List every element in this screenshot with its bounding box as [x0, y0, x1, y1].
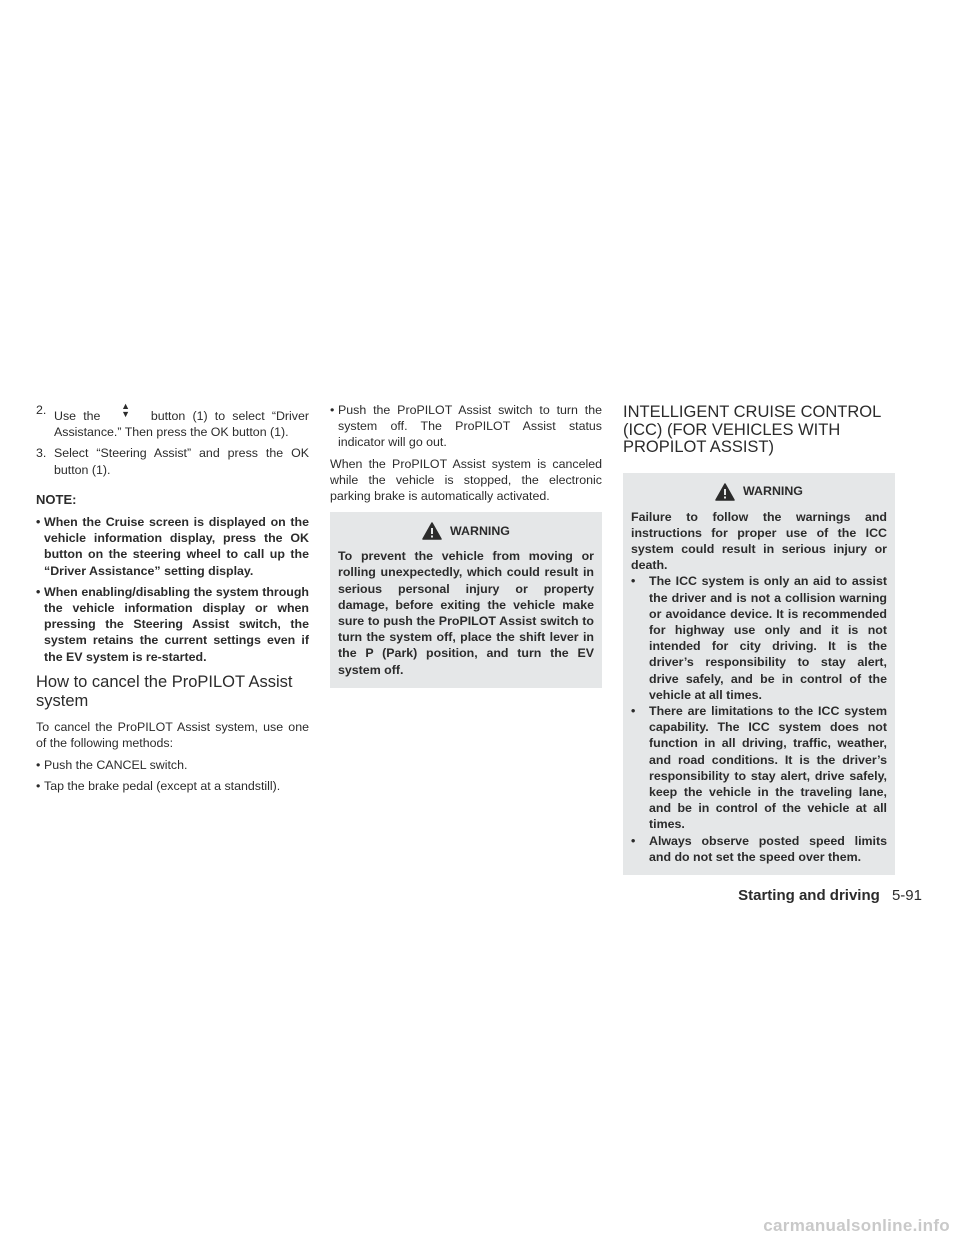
step-2-text-after: button (1) to select “Driver Assistance.” Then press the OK button (1).	[54, 409, 310, 440]
right-column	[623, 404, 895, 875]
cancel-paragraph: When the ProPILOT Assist system is canceled while the vehicle is stopped, the electronic parking brake is automatically activated.	[330, 456, 602, 504]
warning-label: WARNING	[743, 484, 803, 499]
method-item	[36, 757, 309, 773]
intro-paragraph: To cancel the ProPILOT Assist system, use one of the following methods:	[36, 719, 309, 751]
up-down-arrows-icon: ▲ ▼	[121, 401, 131, 419]
section-heading: How to cancel the ProPILOT Assist system	[36, 672, 293, 710]
note-heading: NOTE:	[36, 491, 77, 507]
method-text: Tap the brake pedal (except at a standstill).	[44, 779, 281, 794]
step-3	[36, 445, 309, 477]
bullet-icon: •	[330, 403, 335, 417]
left-column	[36, 402, 309, 800]
watermark: carmanualsonline.info	[763, 1216, 950, 1235]
middle-column	[330, 402, 602, 688]
bullet-icon: •	[36, 584, 41, 599]
bullet-icon: •	[36, 758, 41, 773]
step-3-text: Select “Steering Assist” and press the OK button (1).	[54, 446, 309, 477]
warning-item-text: The ICC system is only an aid to assist the driver and is not a collision warning or avoidance device. It is recommended for highway use only and it is not intended for city driving. It is the driver’s responsibility to stay alert, drive safely, and be in control of the vehicle at all times.	[649, 574, 887, 702]
warning-triangle-icon	[422, 522, 442, 540]
bullet-icon: •	[631, 833, 636, 848]
method-item	[330, 402, 602, 451]
warning-text: To prevent the vehicle from moving or rolling unexpectedly, which could result in serious personal injury or property damage, before exiting the vehicle make sure to push the ProPILOT Assist switch to turn the system off, place the shift lever in the P (Park) position, and turn the EV system off.	[338, 549, 594, 677]
warning-triangle-icon	[715, 483, 735, 501]
warning-intro: Failure to follow the warnings and instructions for proper use of the ICC system could result in serious injury or death.	[631, 509, 887, 573]
note-text: When the Cruise screen is displayed on the vehicle information display, press the OK button on the steering wheel to call up the “Driver Assistance” setting display.	[44, 515, 309, 578]
page-number: 5-91	[891, 887, 922, 904]
note-item	[36, 514, 309, 579]
step-2-text-before: Use the	[54, 409, 101, 423]
method-text: Push the CANCEL switch.	[44, 758, 188, 773]
warning-item	[631, 833, 887, 865]
warning-header	[631, 483, 887, 501]
warning-item	[631, 703, 887, 833]
warning-label: WARNING	[450, 524, 510, 539]
footer-section-title: Starting and driving	[738, 887, 880, 904]
warning-box	[623, 473, 895, 875]
page-footer	[738, 887, 922, 904]
warning-item	[631, 573, 887, 703]
bullet-icon: •	[631, 703, 636, 718]
note-item	[36, 584, 309, 665]
method-text: Push the ProPILOT Assist switch to turn the system off. The ProPILOT Assist status indicator will go out.	[338, 403, 602, 450]
step-2	[36, 402, 309, 440]
method-item	[36, 778, 309, 794]
icc-heading: INTELLIGENT CRUISE CONTROL (ICC) (FOR VEHICLES WITH PROPILOT ASSIST)	[623, 403, 881, 456]
warning-item-text: Always observe posted speed limits and do not set the speed over them.	[649, 833, 887, 864]
warning-box	[330, 512, 602, 688]
step-3-number: 3.	[36, 446, 47, 461]
note-text: When enabling/disabling the system through the vehicle information display or when pressing the Steering Assist switch, the system retains the current settings even if the EV system is re-started.	[44, 584, 309, 664]
warning-header	[338, 522, 594, 540]
bullet-icon: •	[631, 574, 636, 589]
bullet-icon: •	[36, 779, 41, 794]
bullet-icon: •	[36, 515, 41, 530]
step-2-number: 2.	[36, 403, 47, 417]
warning-item-text: There are limitations to the ICC system capability. The ICC system does not function in all driving, traffic, weather, and road conditions. It is the driver’s responsibility to stay alert, drive safely, keep the vehicle in the traveling lane, and be in control of the vehicle at all times.	[649, 703, 887, 832]
